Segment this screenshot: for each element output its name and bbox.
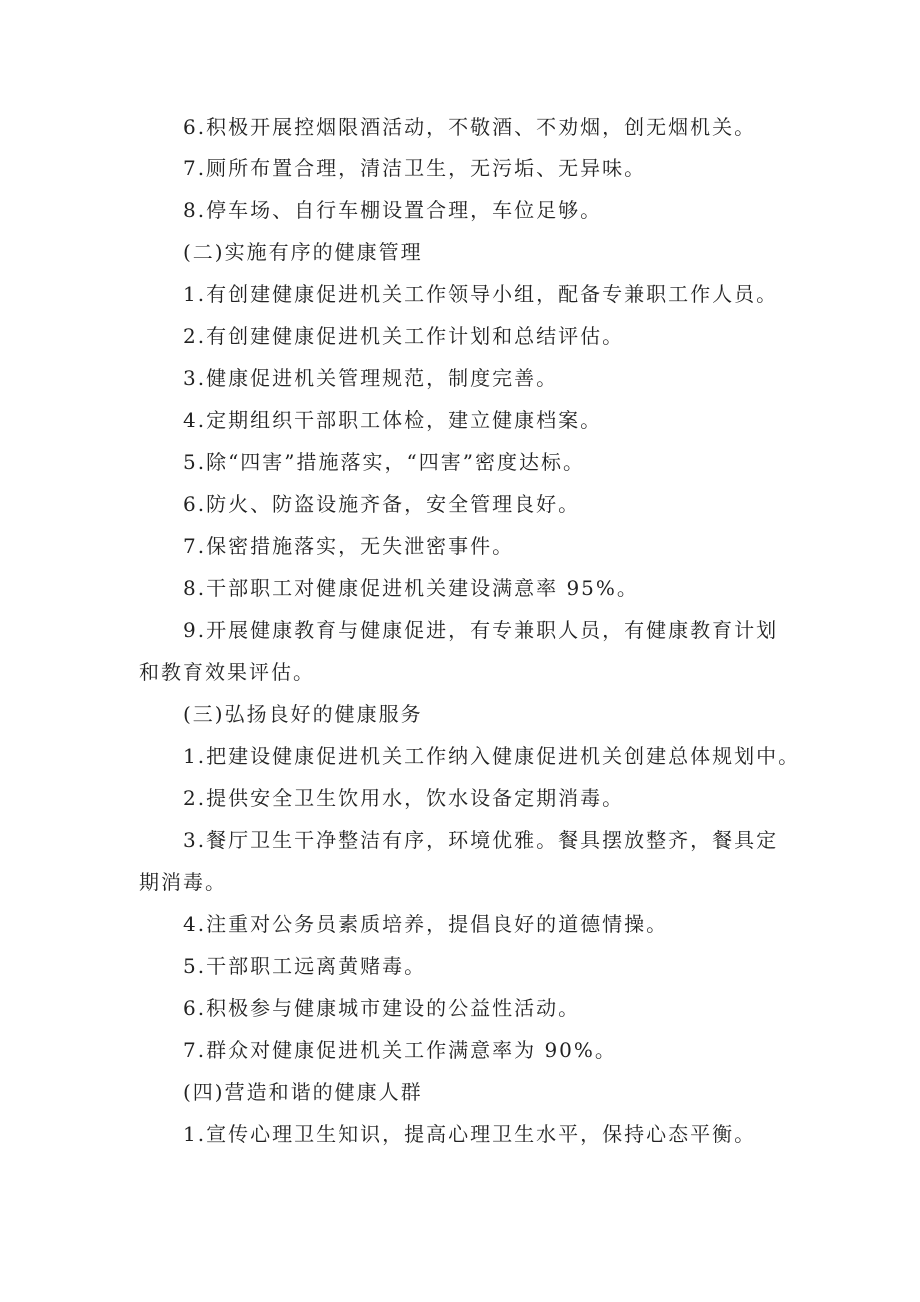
list-item: 8.停车场、自行车棚设置合理，车位足够。 bbox=[183, 198, 603, 222]
list-item: 6.积极参与健康城市建设的公益性活动。 bbox=[183, 996, 581, 1020]
list-item: 7.保密措施落实，无失泄密事件。 bbox=[183, 534, 515, 558]
list-item: 9.开展健康教育与健康促进，有专兼职人员，有健康教育计划 bbox=[183, 618, 779, 642]
section-heading: (二)实施有序的健康管理 bbox=[183, 240, 423, 264]
list-item: 5.除“四害”措施落实，“四害”密度达标。 bbox=[183, 450, 585, 474]
list-item: 5.干部职工远离黄赌毒。 bbox=[183, 954, 427, 978]
list-item: 7.厕所布置合理，清洁卫生，无污垢、无异味。 bbox=[183, 156, 647, 180]
list-item-continuation: 期消毒。 bbox=[139, 870, 227, 894]
section-heading: (三)弘扬良好的健康服务 bbox=[183, 702, 423, 726]
list-item: 6.防火、防盗设施齐备，安全管理良好。 bbox=[183, 492, 581, 516]
list-item: 1.宣传心理卫生知识，提高心理卫生水平，保持心态平衡。 bbox=[183, 1122, 757, 1146]
list-item: 8.干部职工对健康促进机关建设满意率 95%。 bbox=[183, 576, 639, 600]
list-item: 4.注重对公务员素质培养，提倡良好的道德情操。 bbox=[183, 912, 669, 936]
list-item: 4.定期组织干部职工体检，建立健康档案。 bbox=[183, 408, 603, 432]
list-item: 2.有创建健康促进机关工作计划和总结评估。 bbox=[183, 324, 625, 348]
list-item: 1.有创建健康促进机关工作领导小组，配备专兼职工作人员。 bbox=[183, 282, 779, 306]
section-heading: (四)营造和谐的健康人群 bbox=[183, 1080, 423, 1104]
list-item: 3.健康促进机关管理规范，制度完善。 bbox=[183, 366, 559, 390]
list-item: 1.把建设健康促进机关工作纳入健康促进机关创建总体规划中。 bbox=[183, 744, 801, 768]
list-item: 3.餐厅卫生干净整洁有序，环境优雅。餐具摆放整齐，餐具定 bbox=[183, 828, 779, 852]
list-item-continuation: 和教育效果评估。 bbox=[139, 660, 315, 684]
list-item: 2.提供安全卫生饮用水，饮水设备定期消毒。 bbox=[183, 786, 625, 810]
list-item: 7.群众对健康促进机关工作满意率为 90%。 bbox=[183, 1038, 617, 1062]
list-item: 6.积极开展控烟限酒活动，不敬酒、不劝烟，创无烟机关。 bbox=[183, 115, 757, 139]
